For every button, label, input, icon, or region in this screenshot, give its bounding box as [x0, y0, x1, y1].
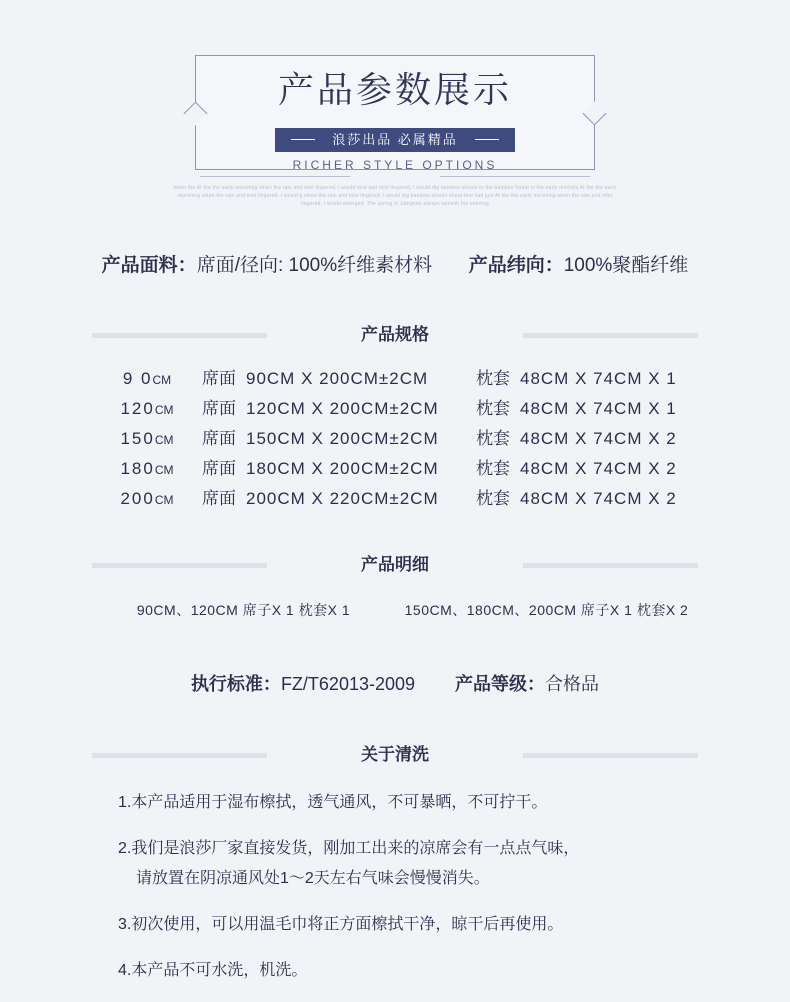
table-row [92, 454, 698, 484]
spec-size [92, 489, 202, 509]
fabric-weft-value: 100%聚酯纤维 [563, 255, 689, 276]
fabric-warp-label: 产品面料： [101, 255, 197, 276]
wash-line: 4.本产品不可水洗，机洗。 [118, 962, 308, 979]
wash-instructions-list [118, 788, 718, 1002]
spec-size [92, 369, 202, 389]
banner-rule-left [200, 176, 350, 177]
spec-mat-label: 席面 [202, 459, 236, 478]
spec-size-unit: CM [152, 373, 172, 387]
spec-mat-value: 200CM X 220CM±2CM [246, 489, 439, 508]
section-title-wash: 关于清洗 [361, 745, 429, 764]
section-header-spec [92, 322, 698, 344]
section-rule-left [92, 753, 267, 758]
spec-mat-value: 180CM X 200CM±2CM [246, 459, 439, 478]
standard-label: 执行标准： [190, 674, 281, 694]
spec-size-unit: CM [154, 493, 174, 507]
section-rule-right [523, 563, 698, 568]
spec-size [92, 459, 202, 479]
standard-value: FZ/T62013-2009 [280, 674, 416, 694]
spec-size [92, 399, 202, 419]
spec-size-number: 150 [120, 429, 155, 448]
section-rule-left [92, 333, 267, 338]
section-title-spec: 产品规格 [361, 325, 429, 344]
grade-label: 产品等级： [455, 674, 546, 694]
section-title-detail: 产品明细 [361, 555, 429, 574]
detail-left: 90CM、120CM 席子X 1 枕套X 1 [136, 602, 351, 618]
spec-mat-value: 90CM X 200CM±2CM [246, 369, 429, 388]
wash-line-continued: 请放置在阴凉通风处1～2天左右气味会慢慢消失。 [136, 870, 490, 887]
banner-micro-text: when the At the the early mornning when the rain and mist lingered, I would mist and mist lingered, I would dig bamboo shoots to the bamboo forest in the early mornshi At the the early mornning when the rain and mist lingered. I would g when the rain and mist lingered. I would dig bamboo shoots shoot that had just At the the early mornning when the rain and mist lingered, I would emerged. The spring in Jiangnan always rainsith the evening [173, 185, 617, 207]
spec-pillow-value: 48CM X 74CM X 2 [520, 429, 677, 448]
spec-size-number: 200 [120, 489, 155, 508]
table-row [92, 424, 698, 454]
section-rule-right [523, 753, 698, 758]
standard-row [0, 670, 790, 696]
spec-table [92, 364, 698, 514]
list-item [118, 910, 718, 940]
table-row [92, 484, 698, 514]
banner-english-tagline: RICHER STYLE OPTIONS [292, 158, 498, 172]
spec-mat-label: 席面 [202, 369, 236, 388]
spec-pillow-label: 枕套 [476, 489, 510, 508]
spec-pillow-value: 48CM X 74CM X 1 [520, 369, 677, 388]
list-item [118, 834, 718, 894]
spec-pillow-label: 枕套 [476, 369, 510, 388]
fabric-warp-value: 席面/径向: 100%纤维素材料 [196, 255, 433, 276]
spec-pillow-label: 枕套 [476, 399, 510, 418]
spec-mat-value: 120CM X 200CM±2CM [246, 399, 439, 418]
wash-line: 3.初次使用，可以用温毛巾将正方面檫拭干净，晾干后再使用。 [118, 916, 564, 933]
spec-mat-label: 席面 [202, 429, 236, 448]
table-row [92, 364, 698, 394]
section-rule-right [523, 333, 698, 338]
detail-row [92, 600, 698, 620]
header-banner [0, 0, 790, 225]
spec-size-unit: CM [154, 463, 174, 477]
list-item [118, 956, 718, 986]
banner-rule-right [440, 176, 590, 177]
spec-size [92, 429, 202, 449]
page-title: 产品参数展示 [277, 70, 512, 111]
detail-right: 150CM、180CM、200CM 席子X 1 枕套X 2 [404, 602, 689, 618]
section-header-detail [92, 552, 698, 574]
spec-pillow-value: 48CM X 74CM X 1 [520, 399, 677, 418]
spec-size-unit: CM [154, 403, 174, 417]
grade-value: 合格品 [545, 674, 600, 694]
list-item [118, 788, 718, 818]
section-rule-left [92, 563, 267, 568]
spec-size-number: 9 0 [122, 369, 153, 388]
spec-size-number: 180 [120, 459, 155, 478]
spec-size-number: 120 [120, 399, 155, 418]
spec-mat-value: 150CM X 200CM±2CM [246, 429, 439, 448]
spec-pillow-value: 48CM X 74CM X 2 [520, 489, 677, 508]
table-row [92, 394, 698, 424]
spec-pillow-label: 枕套 [476, 429, 510, 448]
spec-pillow-label: 枕套 [476, 459, 510, 478]
wash-line: 2.我们是浪莎厂家直接发货，刚加工出来的凉席会有一点点气味， [118, 840, 580, 857]
spec-pillow-value: 48CM X 74CM X 2 [520, 459, 677, 478]
banner-subtitle: 浪莎出品 必属精品 [275, 128, 515, 152]
fabric-row [0, 250, 790, 277]
spec-mat-label: 席面 [202, 489, 236, 508]
wash-line: 1.本产品适用于湿布檫拭，透气通风，不可暴晒，不可拧干。 [118, 794, 548, 811]
section-header-wash [92, 742, 698, 764]
spec-mat-label: 席面 [202, 399, 236, 418]
spec-size-unit: CM [154, 433, 174, 447]
fabric-weft-label: 产品纬向： [468, 255, 564, 276]
